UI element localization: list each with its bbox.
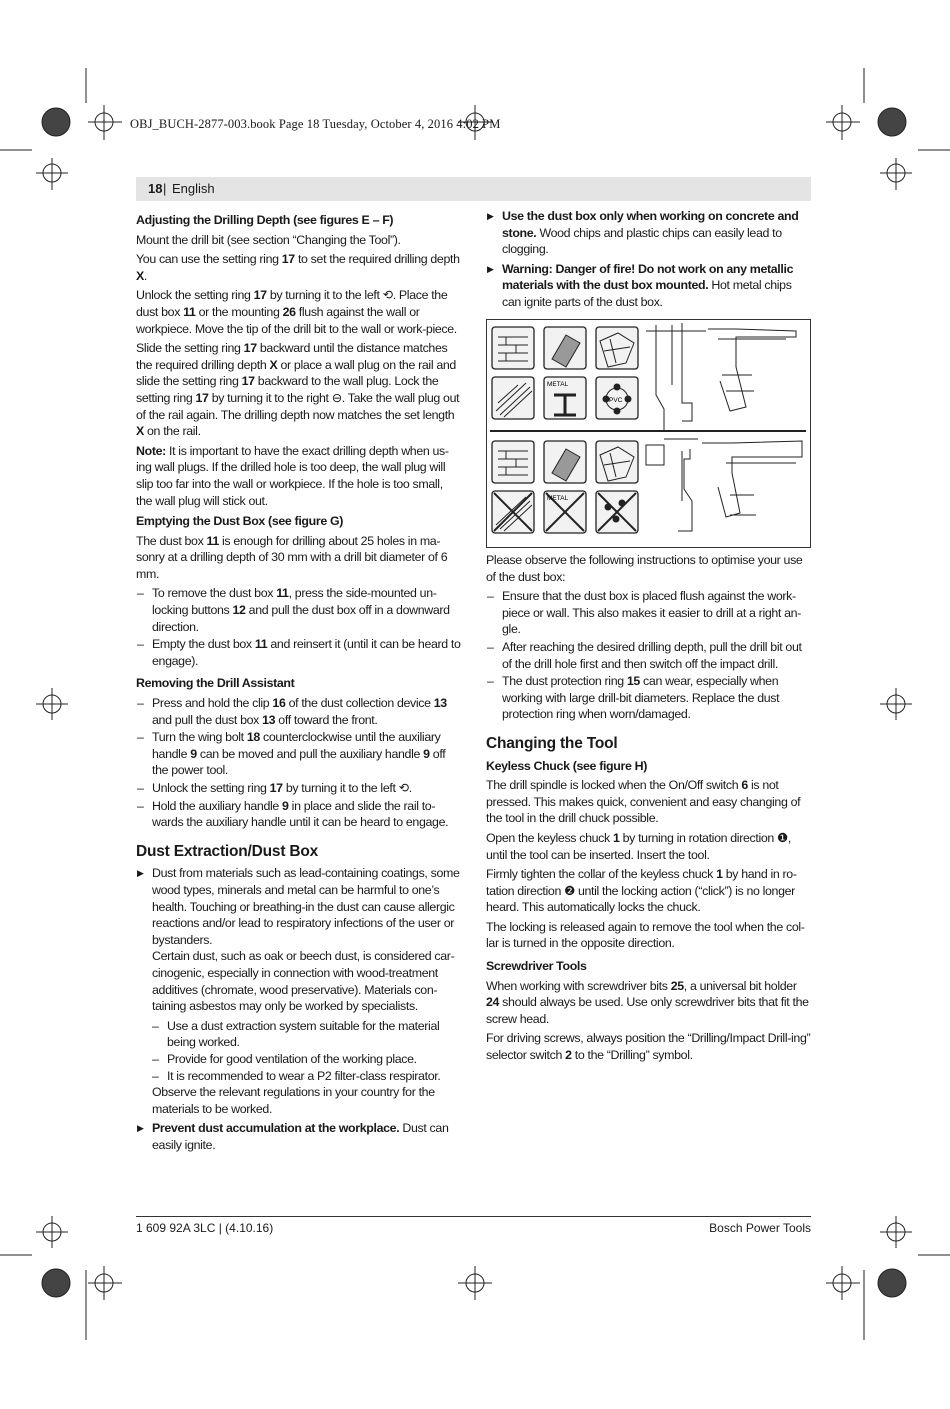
right-column-top xyxy=(486,208,811,314)
list-item: – It is recommended to wear a P2 filter-class respirator. xyxy=(136,1068,462,1085)
paragraph: When working with screwdriver bits 25, a universal bit holder 24 should always be used. Use only screwdriver bits that fit the screw head. xyxy=(486,978,809,1026)
list-item: – To remove the dust box 11, press the side-mounted un-locking buttons 12 and pull the dust box off in a downward direction. xyxy=(136,585,462,635)
paragraph: Unlock the setting ring 17 by turning it to the left ⟲. Place the dust box 11 or the mounting 26 flush against the wall or workpiece. Move the tip of the drill bit to the wall or work-piece. xyxy=(136,288,457,336)
list-item: – Empty the dust box 11 and reinsert it (until it can be heard to engage). xyxy=(136,636,462,669)
pvc-label: PVC xyxy=(609,397,623,404)
warning-item: ▶ Use the dust box only when working on concrete and stone. Wood chips and plastic chips can easily lead to clogging. xyxy=(486,208,811,258)
metal-label-crossed: METAL xyxy=(547,495,569,502)
paragraph: The locking is released again to remove the tool when the col-lar is turned in the opposite direction. xyxy=(486,919,805,951)
wood-tile-icon xyxy=(492,377,534,419)
paragraph: Slide the setting ring 17 backward until the distance matches the required drilling depth X or place a wall plug on the rail and slide the setting ring 17 backward to the wall plug. Lock the setting ring 17 by turning it to the right ⊖. Take the wall plug out of the rail again. The drilling depth now matches the set length X on the rail. xyxy=(136,341,460,439)
list-item: – Ensure that the dust box is placed flush against the work-piece or wall. This also makes it easier to drill at a right an-gle. xyxy=(486,588,811,638)
paragraph: For driving screws, always position the “Drilling/Impact Drill-ing” selector switch 2 to the “Drilling” symbol. xyxy=(486,1031,811,1063)
list-item: – Press and hold the clip 16 of the dust collection device 13 and pull the dust box 13 off toward the front. xyxy=(136,695,462,728)
page-separator: | xyxy=(163,181,167,196)
section-title-screwdriver: Screwdriver Tools xyxy=(486,959,587,974)
paragraph: Certain dust, such as oak or beech dust, is considered car-cinogenic, especially in connection with wood-treatment additives (chromate, wood preservative). Materials con-taining asbestos may only be worked by specialists. xyxy=(152,949,455,1014)
dust-box-figure xyxy=(486,319,811,548)
warning-item: ▶ Dust from materials such as lead-containing coatings, some wood types, minerals and metal can be harmful to one’s health. Touching or breathing-in the dust can cause allergic reactions and/or lead to respiratory infections of the user or bystanders. xyxy=(136,865,462,948)
file-info-line: OBJ_BUCH-2877-003.book Page 18 Tuesday, October 4, 2016 4:02 PM xyxy=(130,117,501,131)
section-title-removing: Removing the Drill Assistant xyxy=(136,676,295,691)
footer-rule xyxy=(136,1216,811,1217)
list-item: – Unlock the setting ring 17 by turning it to the left ⟲. xyxy=(136,780,462,797)
paragraph: Please observe the following instructions to optimise your use of the dust box: xyxy=(486,553,803,584)
page-language: English xyxy=(172,181,215,196)
list-item: – Turn the wing bolt 18 counterclockwise until the auxiliary handle 9 can be moved and pull the auxiliary handle 9 off the power tool. xyxy=(136,729,462,779)
list-item: – Hold the auxiliary handle 9 in place and slide the rail to-wards the auxiliary handle until it can be heard to engage. xyxy=(136,798,462,831)
paragraph: Mount the drill bit (see section “Changing the Tool”). xyxy=(136,232,401,247)
paragraph: Firmly tighten the collar of the keyless chuck 1 by hand in ro-tation direction ❷ until the locking action (“click”) is no longer heard. This automatically locks the chuck. xyxy=(486,867,797,915)
brick-tile-icon xyxy=(492,441,534,483)
metal-label: METAL xyxy=(547,381,569,388)
page-header-bar xyxy=(136,177,811,201)
warning-item: ▶ Prevent dust accumulation at the workplace. Dust can easily ignite. xyxy=(136,1120,462,1153)
section-title-keyless-chuck: Keyless Chuck (see figure H) xyxy=(486,758,647,773)
warning-item: ▶ Warning: Danger of fire! Do not work on any metallic materials with the dust box mounted. Hot metal chips can ignite parts of the dust box. xyxy=(486,261,811,311)
list-item: – Provide for good ventilation of the working place. xyxy=(136,1051,462,1068)
note-paragraph: Note: It is important to have the exact drilling depth when us-ing wall plugs. If the drilled hole is too deep, the wall plug will slip too far into the wall or workpiece. If the hole is too small, the wall plug will stick out. xyxy=(136,443,449,508)
page-number: 18 xyxy=(148,181,163,196)
paragraph: Open the keyless chuck 1 by turning in rotation direction ❶, until the tool can be inserted. Insert the tool. xyxy=(486,830,791,862)
rotate-left-icon: ⟲ xyxy=(382,288,393,303)
paragraph: The drill spindle is locked when the On/Off switch 6 is not pressed. This makes quick, convenient and easy changing of the tool in the drill chuck possible. xyxy=(486,778,801,826)
paragraph: The dust box 11 is enough for drilling about 25 holes in ma-sonry at a drilling depth of 30 mm with a drill bit diameter of 6 mm. xyxy=(136,533,448,581)
list-item: – After reaching the desired drilling depth, pull the drill bit out of the drill hole first and then switch off the impact drill. xyxy=(486,639,811,672)
footer-doc-code: 1 609 92A 3LC | (4.10.16) xyxy=(136,1221,274,1235)
paragraph: Observe the relevant regulations in your country for the materials to be worked. xyxy=(152,1085,435,1116)
paragraph: You can use the setting ring 17 to set the required drilling depth X. xyxy=(136,252,460,283)
section-title-drilling-depth: Adjusting the Drilling Depth (see figures E – F) xyxy=(136,213,394,227)
section-title-changing-tool: Changing the Tool xyxy=(486,734,618,752)
section-title-dust-extraction: Dust Extraction/Dust Box xyxy=(136,842,319,860)
rotate-left-icon: ⟲ xyxy=(398,781,409,795)
lock-icon: ⊖ xyxy=(331,390,342,405)
section-title-emptying: Emptying the Dust Box (see figure G) xyxy=(136,514,344,529)
left-column xyxy=(136,208,462,1156)
brick-tile-icon xyxy=(492,327,534,369)
list-item: – Use a dust extraction system suitable for the material being worked. xyxy=(136,1018,462,1051)
footer-brand: Bosch Power Tools xyxy=(709,1221,811,1235)
right-column-bottom xyxy=(486,552,811,1067)
list-item: – The dust protection ring 15 can wear, especially when working with large drill-bit diameters. Replace the dust protection ring when worn/damaged. xyxy=(486,673,811,723)
